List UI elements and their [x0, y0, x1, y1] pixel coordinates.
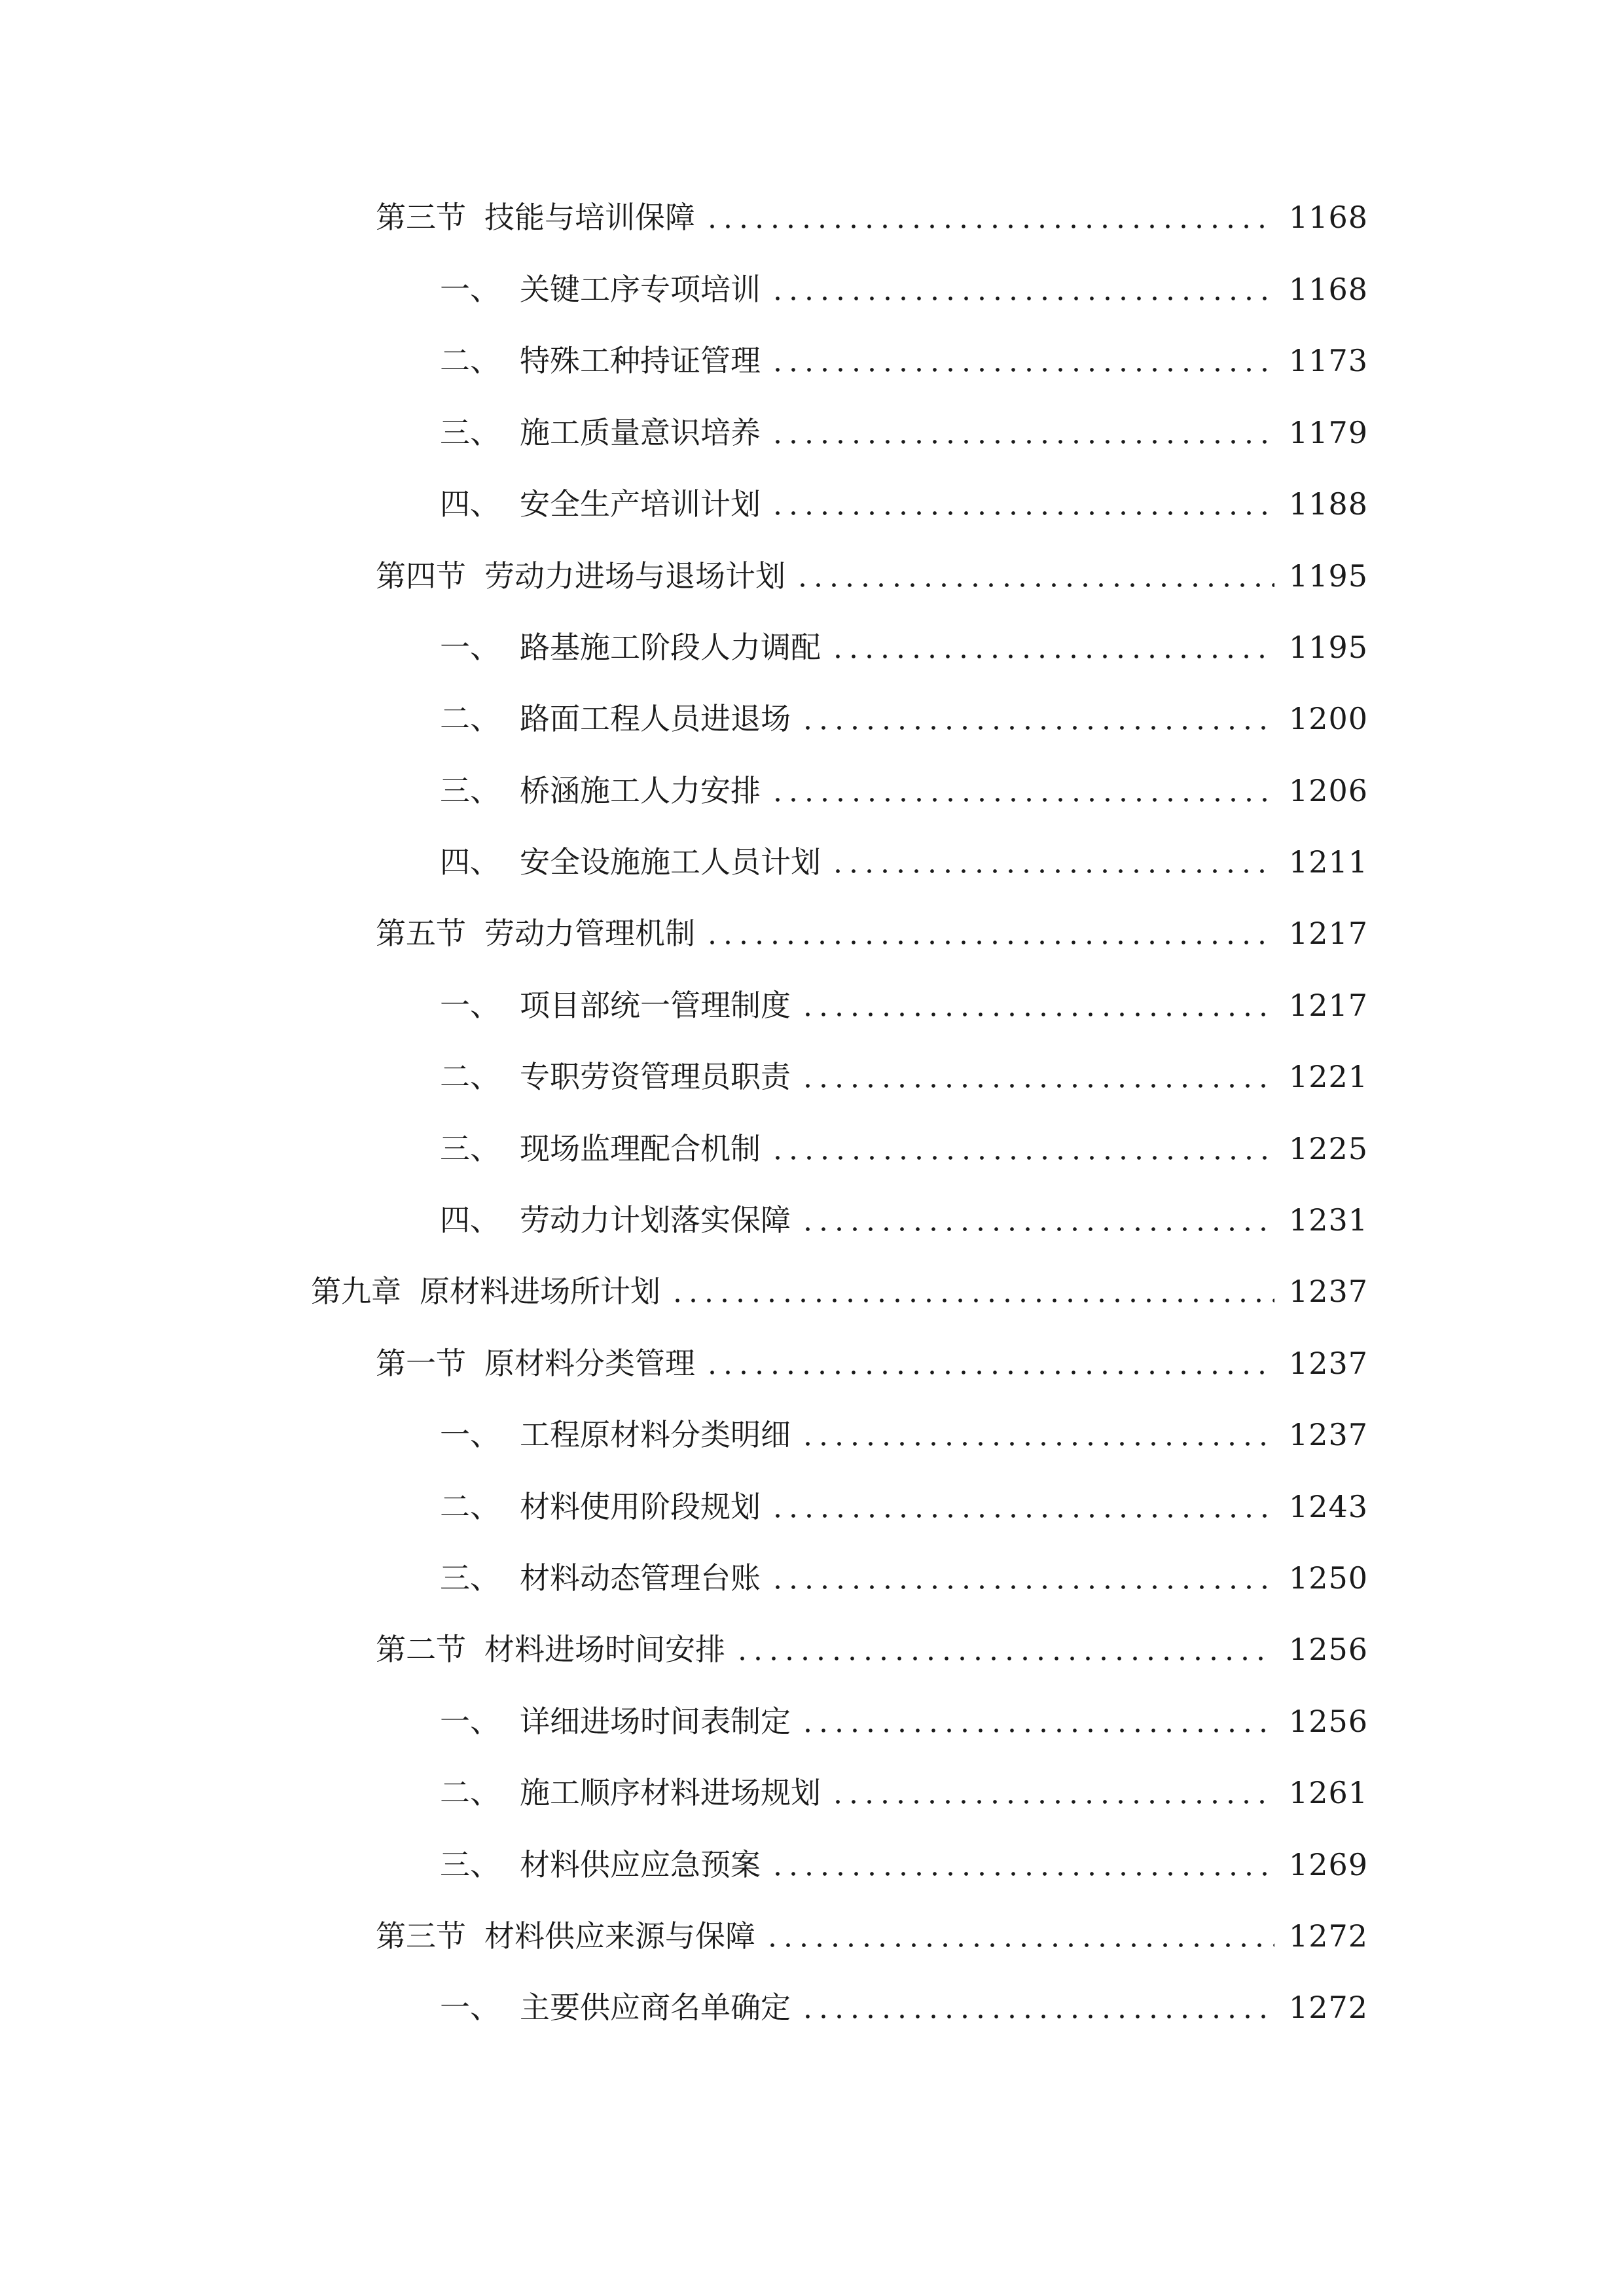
dot-leader — [770, 263, 1274, 315]
entry-title: 劳动力管理机制 — [484, 916, 695, 951]
entry-number: 四、 — [440, 1202, 500, 1238]
dot-leader — [770, 1122, 1274, 1175]
entry-title: 劳动力进场与退场计划 — [484, 558, 785, 594]
toc-entry[interactable] — [440, 1695, 1368, 1748]
entry-page-number: 1237 — [1288, 1274, 1368, 1309]
entry-number: 二、 — [440, 1775, 500, 1810]
entry-number: 二、 — [440, 1059, 500, 1094]
toc-entry[interactable] — [440, 1839, 1368, 1891]
entry-title: 路基施工阶段人力调配 — [520, 630, 821, 665]
entry-page-number: 1179 — [1288, 415, 1368, 450]
dot-leader — [770, 1480, 1274, 1533]
toc-entry[interactable] — [440, 692, 1368, 745]
entry-title: 材料动态管理台账 — [520, 1560, 761, 1596]
entry-page-number: 1243 — [1288, 1489, 1368, 1524]
toc-entry[interactable] — [440, 334, 1368, 387]
entry-page-number: 1168 — [1288, 272, 1368, 307]
entry-page-number: 1211 — [1288, 844, 1368, 880]
toc-entry[interactable] — [376, 191, 1368, 243]
entry-page-number: 1206 — [1288, 773, 1368, 808]
toc-entry[interactable] — [376, 1623, 1368, 1676]
entry-number: 二、 — [440, 1489, 500, 1524]
entry-number: 三、 — [440, 415, 500, 450]
toc-entry[interactable] — [440, 1194, 1368, 1246]
entry-number: 第三节 — [376, 200, 466, 235]
dot-leader — [704, 191, 1274, 243]
toc-entry[interactable] — [376, 550, 1368, 602]
entry-number: 第二节 — [376, 1632, 466, 1667]
entry-number: 一、 — [440, 1704, 500, 1739]
entry-title: 原材料分类管理 — [484, 1346, 695, 1381]
entry-number: 第三节 — [376, 1918, 466, 1954]
entry-title: 工程原材料分类明细 — [520, 1417, 791, 1452]
entry-number: 一、 — [440, 272, 500, 307]
entry-page-number: 1200 — [1288, 701, 1368, 736]
dot-leader — [770, 478, 1274, 530]
dot-leader — [770, 764, 1274, 817]
dot-leader — [704, 1337, 1274, 1390]
entry-number: 二、 — [440, 701, 500, 736]
toc-entry[interactable] — [440, 621, 1368, 673]
entry-page-number: 1250 — [1288, 1560, 1368, 1596]
toc-entry[interactable] — [440, 1408, 1368, 1461]
entry-number: 一、 — [440, 1990, 500, 2025]
entry-title: 关键工序专项培训 — [520, 272, 761, 307]
entry-title: 安全生产培训计划 — [520, 486, 761, 522]
entry-page-number: 1237 — [1288, 1417, 1368, 1452]
dot-leader — [830, 621, 1274, 673]
dot-leader — [830, 836, 1274, 888]
entry-title: 桥涵施工人力安排 — [520, 773, 761, 808]
entry-number: 第四节 — [376, 558, 466, 594]
dot-leader — [800, 1194, 1274, 1246]
entry-number: 二、 — [440, 343, 500, 378]
toc-entry[interactable] — [440, 1981, 1368, 2034]
entry-page-number: 1221 — [1288, 1059, 1368, 1094]
entry-number: 第一节 — [376, 1346, 466, 1381]
toc-entry[interactable] — [440, 1050, 1368, 1103]
dot-leader — [770, 1552, 1274, 1604]
toc-entry[interactable] — [311, 1265, 1368, 1318]
entry-page-number: 1168 — [1288, 200, 1368, 235]
entry-title: 劳动力计划落实保障 — [520, 1202, 791, 1238]
entry-title: 材料使用阶段规划 — [520, 1489, 761, 1524]
entry-title: 专职劳资管理员职责 — [520, 1059, 791, 1094]
entry-page-number: 1173 — [1288, 343, 1368, 378]
toc-entry[interactable] — [376, 907, 1368, 960]
entry-title: 施工质量意识培养 — [520, 415, 761, 450]
toc-entry[interactable] — [440, 836, 1368, 888]
entry-title: 原材料进场所计划 — [420, 1274, 660, 1309]
toc-entry[interactable] — [440, 979, 1368, 1031]
dot-leader — [800, 1981, 1274, 2034]
entry-title: 路面工程人员进退场 — [520, 701, 791, 736]
toc-entry[interactable] — [440, 406, 1368, 459]
toc-entry[interactable] — [376, 1337, 1368, 1390]
entry-page-number: 1272 — [1288, 1918, 1368, 1954]
entry-page-number: 1231 — [1288, 1202, 1368, 1238]
entry-page-number: 1269 — [1288, 1847, 1368, 1882]
dot-leader — [800, 1050, 1274, 1103]
entry-page-number: 1225 — [1288, 1131, 1368, 1166]
dot-leader — [670, 1265, 1274, 1318]
toc-entry[interactable] — [440, 1122, 1368, 1175]
entry-number: 一、 — [440, 1417, 500, 1452]
entry-number: 第五节 — [376, 916, 466, 951]
entry-number: 三、 — [440, 1560, 500, 1596]
entry-page-number: 1188 — [1288, 486, 1368, 522]
entry-number: 四、 — [440, 486, 500, 522]
entry-title: 技能与培训保障 — [484, 200, 695, 235]
entry-title: 材料进场时间安排 — [484, 1632, 725, 1667]
entry-title: 详细进场时间表制定 — [520, 1704, 791, 1739]
entry-page-number: 1217 — [1288, 916, 1368, 951]
toc-entry[interactable] — [440, 263, 1368, 315]
toc-entry[interactable] — [440, 1480, 1368, 1533]
dot-leader — [795, 550, 1274, 602]
entry-number: 一、 — [440, 988, 500, 1023]
dot-leader — [800, 1695, 1274, 1748]
entry-page-number: 1256 — [1288, 1632, 1368, 1667]
dot-leader — [770, 334, 1274, 387]
toc-entry[interactable] — [376, 1910, 1368, 1962]
entry-page-number: 1272 — [1288, 1990, 1368, 2025]
entry-page-number: 1237 — [1288, 1346, 1368, 1381]
entry-number: 第九章 — [311, 1274, 401, 1309]
entry-number: 四、 — [440, 844, 500, 880]
entry-page-number: 1195 — [1288, 630, 1368, 665]
toc-entry[interactable] — [440, 1552, 1368, 1604]
entry-page-number: 1217 — [1288, 988, 1368, 1023]
dot-leader — [800, 1408, 1274, 1461]
dot-leader — [765, 1910, 1274, 1962]
entry-page-number: 1261 — [1288, 1775, 1368, 1810]
entry-page-number: 1256 — [1288, 1704, 1368, 1739]
dot-leader — [800, 979, 1274, 1031]
entry-number: 一、 — [440, 630, 500, 665]
entry-title: 项目部统一管理制度 — [520, 988, 791, 1023]
toc-entry[interactable] — [440, 478, 1368, 530]
entry-page-number: 1195 — [1288, 558, 1368, 594]
toc-entry[interactable] — [440, 764, 1368, 817]
entry-number: 三、 — [440, 1131, 500, 1166]
entry-number: 三、 — [440, 1847, 500, 1882]
dot-leader — [734, 1623, 1274, 1676]
entry-title: 施工顺序材料进场规划 — [520, 1775, 821, 1810]
entry-title: 安全设施施工人员计划 — [520, 844, 821, 880]
entry-title: 材料供应来源与保障 — [484, 1918, 755, 1954]
toc-entry[interactable] — [440, 1767, 1368, 1819]
dot-leader — [770, 406, 1274, 459]
entry-number: 三、 — [440, 773, 500, 808]
entry-title: 特殊工种持证管理 — [520, 343, 761, 378]
entry-title: 材料供应应急预案 — [520, 1847, 761, 1882]
entry-title: 现场监理配合机制 — [520, 1131, 761, 1166]
dot-leader — [704, 907, 1274, 960]
dot-leader — [830, 1767, 1274, 1819]
entry-title: 主要供应商名单确定 — [520, 1990, 791, 2025]
dot-leader — [800, 692, 1274, 745]
dot-leader — [770, 1839, 1274, 1891]
